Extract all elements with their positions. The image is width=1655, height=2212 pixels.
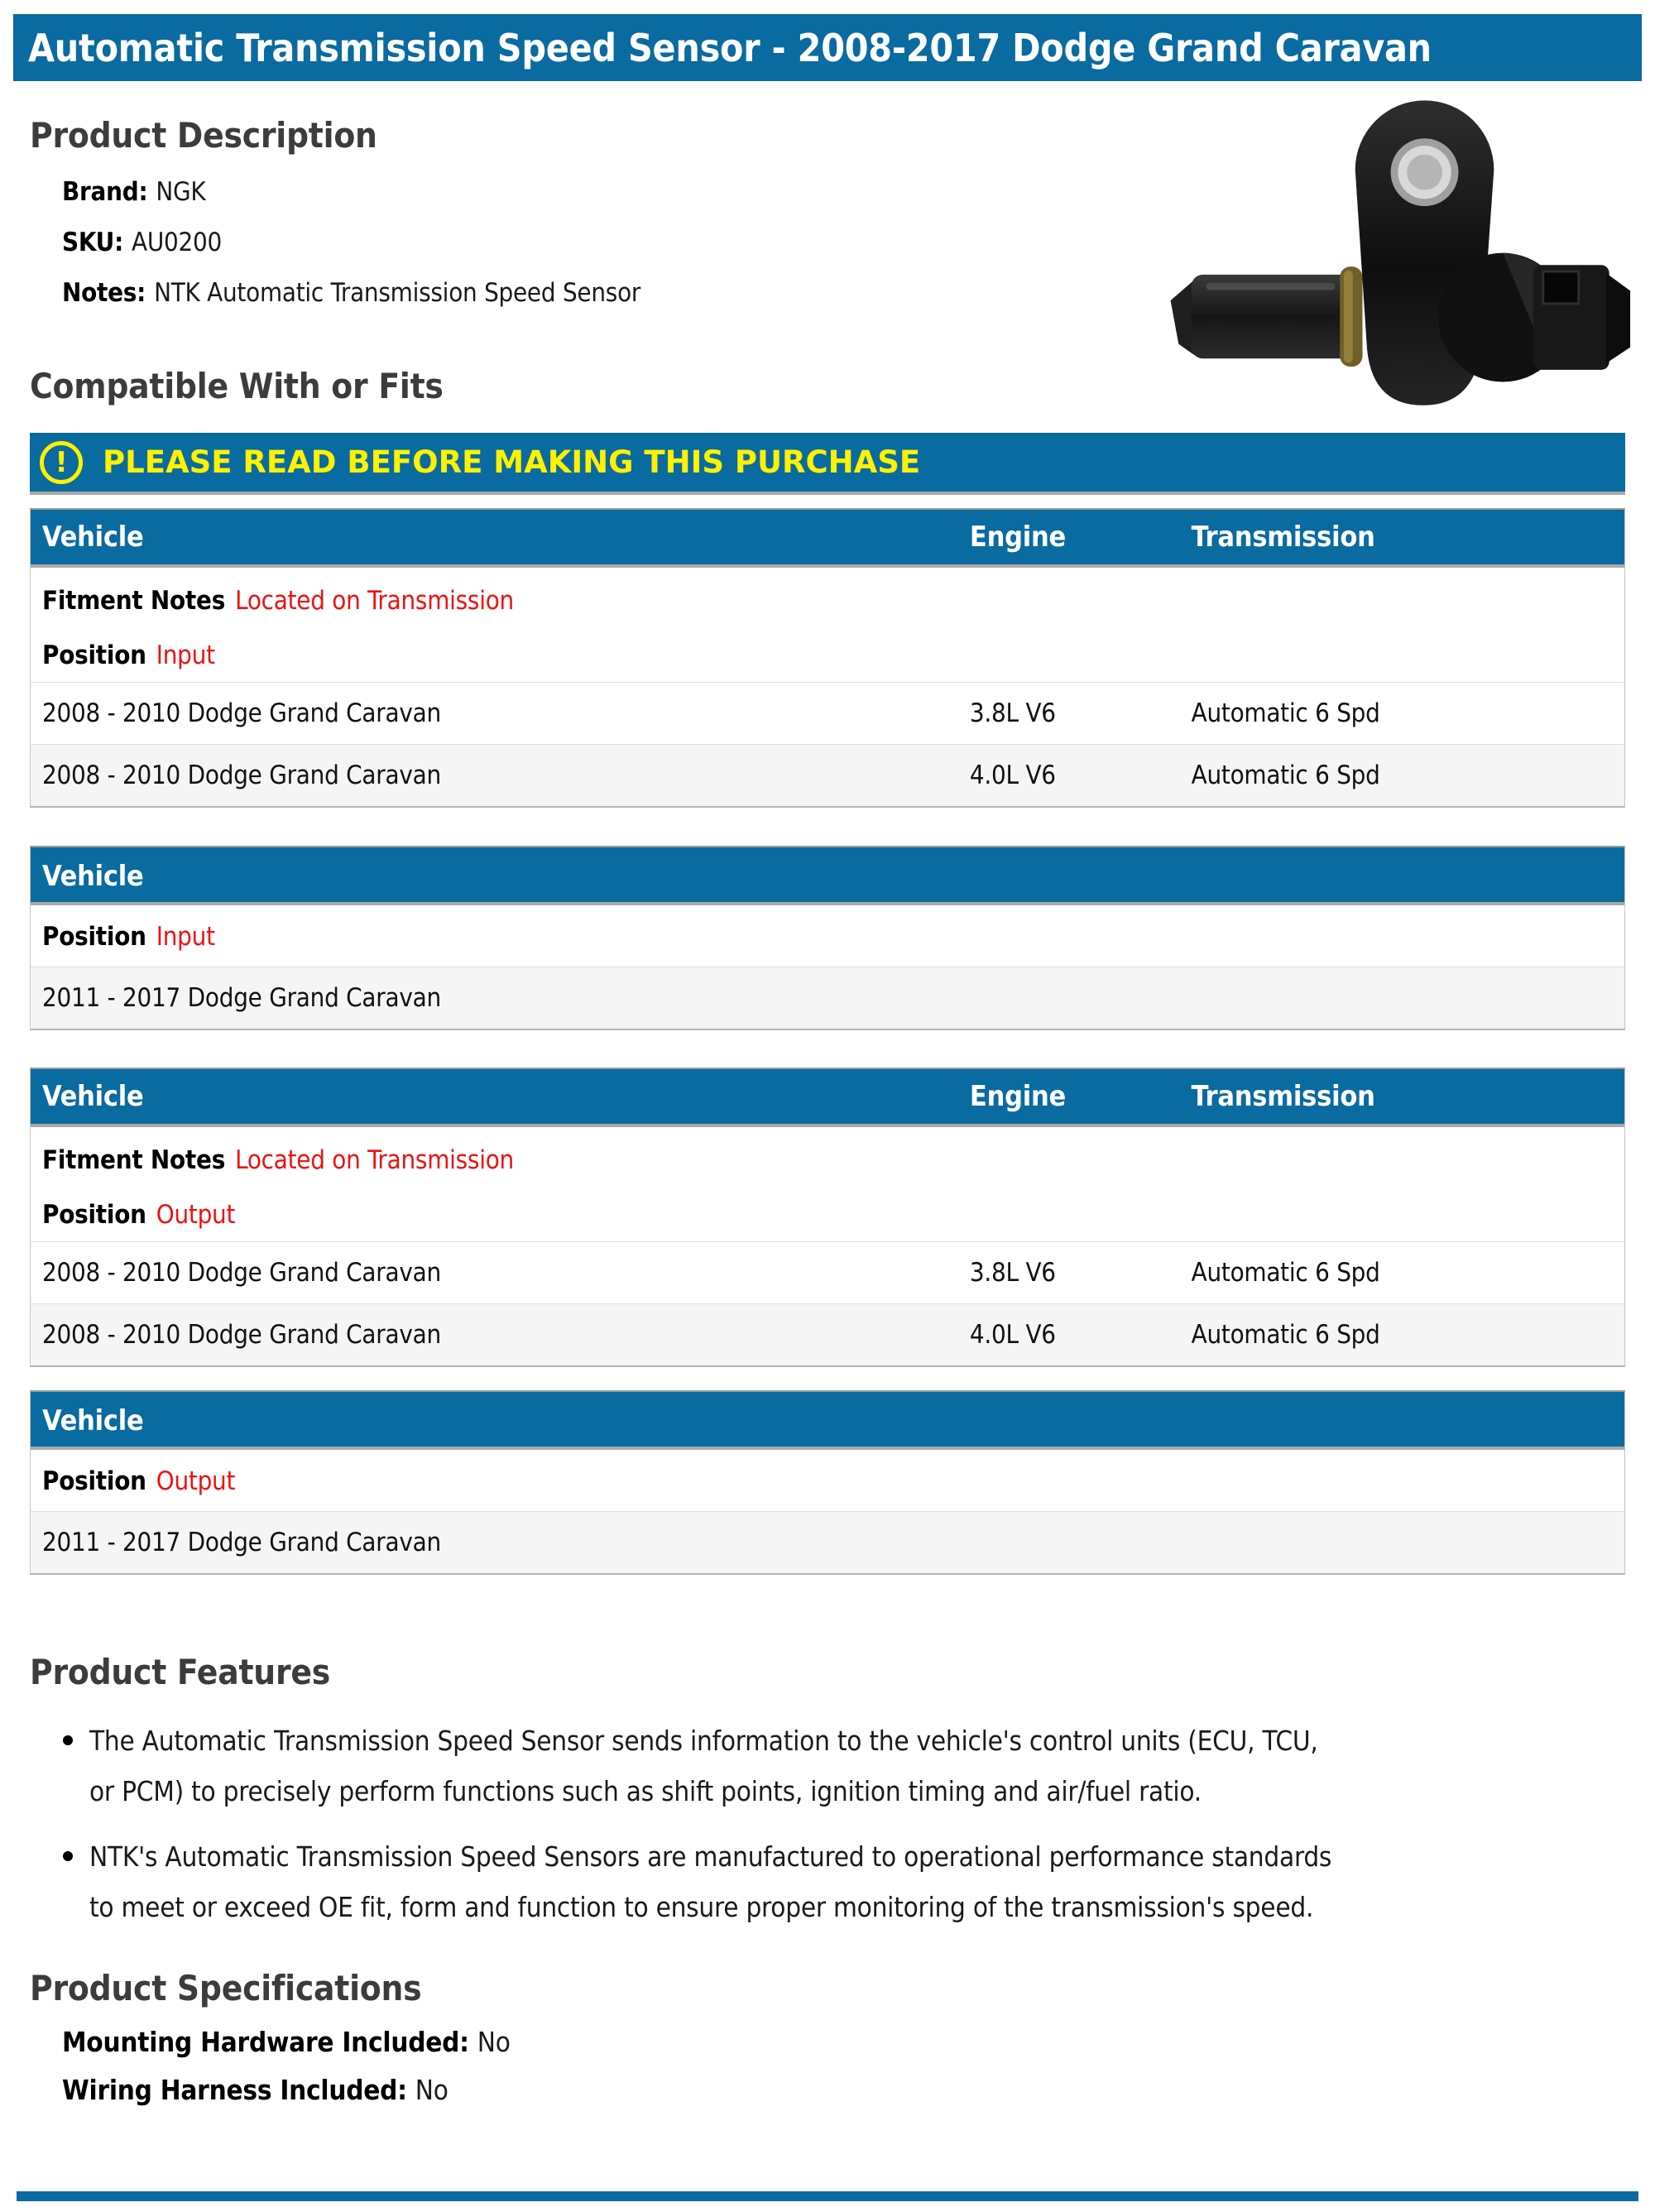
fitment-table-input-simple	[30, 846, 1625, 1030]
column-header-transmission: Transmission	[1191, 1080, 1375, 1113]
cell-transmission: Automatic 6 Spd	[1191, 1258, 1380, 1288]
table-header-row	[31, 1069, 1624, 1127]
position-value: Output	[156, 1466, 236, 1496]
sensor-probe	[1171, 275, 1351, 358]
title-bar	[13, 14, 1642, 81]
cell-transmission: Automatic 6 Spd	[1191, 761, 1380, 790]
table-row	[31, 682, 1624, 744]
page-title: Automatic Transmission Speed Sensor - 2008-2017 Dodge Grand Caravan	[28, 25, 1432, 70]
cell-engine: 4.0L V6	[969, 1320, 1056, 1350]
spec-value: No	[477, 2026, 511, 2058]
feature-bullet: The Automatic Transmission Speed Sensor sends information to the vehicle's control units (ECU, TCU, or PCM) to precisely perform functions such as shift points, ignition timing and air/fuel ratio.	[58, 1715, 1349, 1816]
product-specifications-heading: Product Specifications	[30, 1968, 422, 2008]
position-cell	[31, 905, 1624, 967]
cell-transmission: Automatic 6 Spd	[1191, 1320, 1380, 1350]
table-header-row	[31, 1392, 1624, 1450]
column-header-transmission: Transmission	[1191, 521, 1375, 554]
column-header-vehicle: Vehicle	[42, 1404, 144, 1437]
cell-vehicle: 2008 - 2010 Dodge Grand Caravan	[42, 1320, 441, 1350]
spec-line	[62, 2018, 1655, 2066]
cell-vehicle: 2008 - 2010 Dodge Grand Caravan	[42, 761, 441, 790]
table-header-row	[31, 847, 1624, 905]
spec-label: Mounting Hardware Included:	[62, 2026, 469, 2058]
product-photo	[1156, 87, 1632, 426]
table-row	[31, 1303, 1624, 1365]
warning-banner	[30, 433, 1625, 495]
feature-bullet: NTK's Automatic Transmission Speed Sensors are manufactured to operational performance standards to meet or exceed OE fit, form and function to ensure proper monitoring of the transmission's speed.	[58, 1831, 1349, 1932]
table-row	[31, 967, 1624, 1029]
sensor-o-ring	[1340, 266, 1362, 367]
cell-vehicle: 2008 - 2010 Dodge Grand Caravan	[42, 698, 441, 728]
table-row	[31, 744, 1624, 806]
warning-text: PLEASE READ BEFORE MAKING THIS PURCHASE	[103, 444, 921, 480]
column-header-vehicle: Vehicle	[42, 860, 144, 893]
fitment-notes-line	[42, 586, 1613, 616]
cell-engine: 3.8L V6	[969, 1258, 1056, 1288]
spec-label: Wiring Harness Included:	[62, 2074, 407, 2106]
fitment-table-input-detailed	[30, 508, 1625, 808]
product-features-heading: Product Features	[30, 1652, 331, 1692]
position-value: Output	[156, 1200, 236, 1230]
cell-vehicle: 2008 - 2010 Dodge Grand Caravan	[42, 1258, 441, 1288]
position-line	[42, 1200, 1613, 1230]
fitment-table-output-detailed	[30, 1068, 1625, 1367]
position-line	[42, 641, 1613, 670]
position-label: Position	[42, 1466, 146, 1496]
fitment-table-output-simple	[30, 1390, 1625, 1575]
fitment-notes-line	[42, 1145, 1613, 1175]
compatibility-heading: Compatible With or Fits	[30, 366, 444, 406]
sku-label: SKU:	[62, 228, 123, 257]
cell-vehicle: 2011 - 2017 Dodge Grand Caravan	[42, 983, 441, 1013]
fitment-notes-cell	[31, 1127, 1624, 1241]
sensor-connector	[1533, 265, 1630, 370]
table-row	[31, 1241, 1624, 1303]
table-row	[31, 1511, 1624, 1573]
fitment-notes-label: Fitment Notes	[42, 1145, 226, 1175]
features-list	[58, 1715, 1349, 1932]
column-header-vehicle: Vehicle	[42, 1080, 144, 1113]
product-description-heading: Product Description	[30, 115, 377, 156]
notes-value: NTK Automatic Transmission Speed Sensor	[154, 278, 641, 308]
footer-bar	[17, 2191, 1638, 2201]
spec-value: No	[415, 2074, 449, 2106]
position-line	[42, 922, 1613, 952]
column-header-engine: Engine	[969, 521, 1067, 554]
product-features-section	[0, 1649, 1655, 1932]
column-header-vehicle: Vehicle	[42, 521, 144, 554]
product-specifications-section	[0, 1965, 1655, 2114]
cell-engine: 3.8L V6	[969, 698, 1056, 728]
brand-label: Brand:	[62, 177, 148, 207]
cell-engine: 4.0L V6	[969, 761, 1056, 790]
sku-value: AU0200	[132, 228, 223, 257]
compatibility-section	[0, 363, 1655, 1575]
fitment-notes-label: Fitment Notes	[42, 586, 226, 616]
fitment-notes-cell	[31, 568, 1624, 682]
notes-label: Notes:	[62, 278, 146, 308]
position-label: Position	[42, 922, 146, 952]
cell-vehicle: 2011 - 2017 Dodge Grand Caravan	[42, 1528, 441, 1557]
alert-icon-glyph: !	[55, 445, 68, 479]
spec-line	[62, 2066, 1655, 2114]
cell-transmission: Automatic 6 Spd	[1191, 698, 1380, 728]
fitment-notes-value: Located on Transmission	[235, 586, 514, 616]
position-label: Position	[42, 1200, 146, 1230]
alert-icon	[40, 441, 83, 484]
brand-value: NGK	[156, 177, 206, 207]
position-value: Input	[156, 922, 215, 952]
fitment-notes-value: Located on Transmission	[235, 1145, 514, 1175]
column-header-engine: Engine	[969, 1080, 1067, 1113]
position-line	[42, 1466, 1613, 1496]
specs-list	[62, 2018, 1655, 2114]
position-cell	[31, 1450, 1624, 1511]
position-label: Position	[42, 641, 146, 670]
table-header-row	[31, 510, 1624, 568]
position-value: Input	[156, 641, 215, 670]
